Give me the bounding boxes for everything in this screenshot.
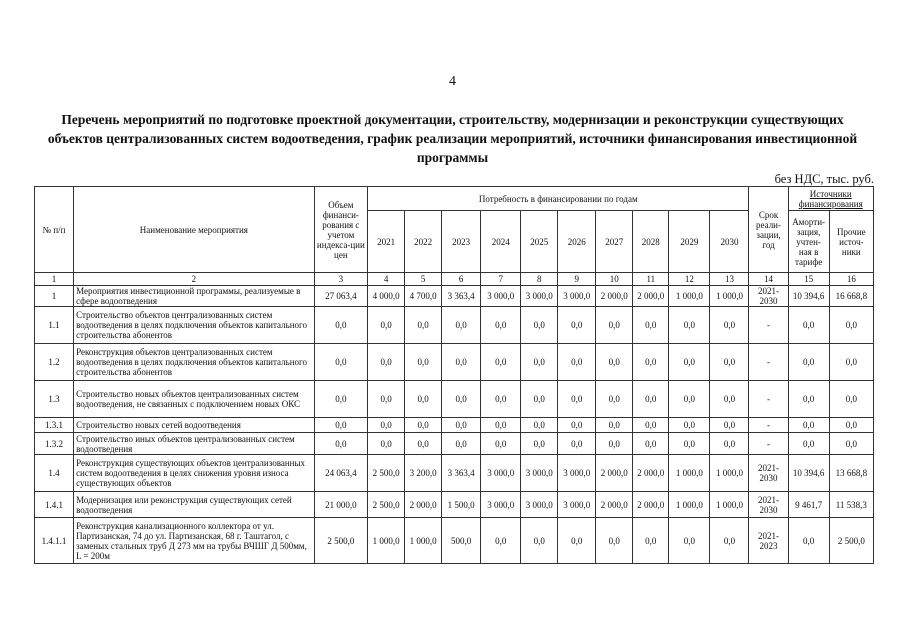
row-volume: 0,0 — [314, 381, 367, 418]
row-year-value: 3 000,0 — [521, 455, 558, 492]
row-term: - — [749, 307, 788, 344]
row-year-value: 0,0 — [558, 418, 596, 433]
row-volume: 27 063,4 — [314, 286, 367, 307]
row-year-value: 500,0 — [442, 518, 481, 564]
row-year-value: 0,0 — [669, 344, 710, 381]
column-number: 8 — [521, 273, 558, 286]
row-year-value: 0,0 — [442, 344, 481, 381]
row-number: 1.3.1 — [35, 418, 74, 433]
row-amortization: 0,0 — [788, 307, 829, 344]
column-number: 4 — [368, 273, 405, 286]
row-amortization: 0,0 — [788, 518, 829, 564]
units-note: без НДС, тыс. руб. — [774, 172, 874, 186]
row-other-sources: 0,0 — [829, 418, 873, 433]
column-number: 3 — [314, 273, 367, 286]
row-year-value: 0,0 — [368, 418, 405, 433]
row-year-value: 2 000,0 — [633, 455, 669, 492]
row-year-value: 0,0 — [669, 418, 710, 433]
header-sources: Источники финансирования — [788, 187, 873, 211]
row-year-value: 0,0 — [442, 433, 481, 455]
header-year: 2028 — [633, 211, 669, 273]
row-year-value: 3 000,0 — [558, 455, 596, 492]
row-year-value: 3 000,0 — [558, 286, 596, 307]
row-year-value: 2 500,0 — [368, 492, 405, 518]
header-year: 2029 — [669, 211, 710, 273]
row-year-value: 0,0 — [558, 344, 596, 381]
header-year: 2021 — [368, 211, 405, 273]
investment-table — [34, 186, 874, 564]
row-year-value: 0,0 — [710, 518, 749, 564]
table-row — [35, 518, 874, 564]
header-year: 2024 — [481, 211, 521, 273]
row-term: 2021-2030 — [749, 492, 788, 518]
row-number: 1.3 — [35, 381, 74, 418]
header-year: 2030 — [710, 211, 749, 273]
row-year-value: 1 000,0 — [669, 492, 710, 518]
row-year-value: 1 000,0 — [368, 518, 405, 564]
row-name: Строительство объектов централизованных систем водоотведения в целях подключения объектов капитального строительства абонентов — [74, 307, 315, 344]
header-amortization: Аморти-зация, учтен-ная в тарифе — [788, 211, 829, 273]
row-year-value: 0,0 — [521, 344, 558, 381]
row-year-value: 1 500,0 — [442, 492, 481, 518]
column-number: 9 — [558, 273, 596, 286]
row-year-value: 0,0 — [558, 381, 596, 418]
column-number: 1 — [35, 273, 74, 286]
row-year-value: 0,0 — [405, 418, 442, 433]
row-name: Строительство новых сетей водоотведения — [74, 418, 315, 433]
row-year-value: 0,0 — [558, 433, 596, 455]
column-number: 7 — [481, 273, 521, 286]
row-other-sources: 13 668,8 — [829, 455, 873, 492]
row-number: 1 — [35, 286, 74, 307]
row-number: 1.4.1 — [35, 492, 74, 518]
header-other-sources: Прочие источ-ники — [829, 211, 873, 273]
row-year-value: 0,0 — [633, 433, 669, 455]
row-year-value: 0,0 — [596, 518, 633, 564]
row-name: Мероприятия инвестиционной программы, реализуемые в сфере водоотведения — [74, 286, 315, 307]
row-year-value: 2 000,0 — [405, 492, 442, 518]
row-other-sources: 0,0 — [829, 433, 873, 455]
row-year-value: 0,0 — [596, 381, 633, 418]
row-year-value: 2 000,0 — [633, 286, 669, 307]
row-year-value: 2 000,0 — [633, 492, 669, 518]
row-term: 2021-2030 — [749, 455, 788, 492]
row-year-value: 0,0 — [481, 433, 521, 455]
header-year: 2027 — [596, 211, 633, 273]
row-number: 1.4.1.1 — [35, 518, 74, 564]
row-year-value: 0,0 — [710, 433, 749, 455]
row-year-value: 0,0 — [405, 307, 442, 344]
row-number: 1.3.2 — [35, 433, 74, 455]
header-num: № п/п — [35, 187, 74, 273]
header-volume: Объем финанси-рования с учетом индекса-ции цен — [314, 187, 367, 273]
row-number: 1.1 — [35, 307, 74, 344]
column-number: 14 — [749, 273, 788, 286]
row-year-value: 4 700,0 — [405, 286, 442, 307]
header-year: 2026 — [558, 211, 596, 273]
row-year-value: 0,0 — [368, 344, 405, 381]
table-row — [35, 381, 874, 418]
column-number: 2 — [74, 273, 315, 286]
row-year-value: 0,0 — [405, 433, 442, 455]
row-amortization: 0,0 — [788, 418, 829, 433]
row-amortization: 0,0 — [788, 381, 829, 418]
row-year-value: 3 000,0 — [521, 492, 558, 518]
row-volume: 0,0 — [314, 433, 367, 455]
row-year-value: 0,0 — [596, 307, 633, 344]
table-row — [35, 418, 874, 433]
document-title: Перечень мероприятий по подготовке проектной документации, строительству, модернизации и реконструкции существующих объектов централизованных систем водоотведения, график реализации мероприятий, источники финансирования инвестиционной программы — [47, 112, 858, 165]
row-year-value: 0,0 — [481, 418, 521, 433]
row-volume: 2 500,0 — [314, 518, 367, 564]
table-row — [35, 286, 874, 307]
row-year-value: 3 363,4 — [442, 455, 481, 492]
row-amortization: 10 394,6 — [788, 455, 829, 492]
row-year-value: 0,0 — [521, 518, 558, 564]
column-number: 6 — [442, 273, 481, 286]
row-number: 1.2 — [35, 344, 74, 381]
row-year-value: 3 000,0 — [481, 455, 521, 492]
column-number: 16 — [829, 273, 873, 286]
header-term: Срок реали-зации, год — [749, 187, 788, 273]
row-year-value: 1 000,0 — [669, 455, 710, 492]
row-term: - — [749, 381, 788, 418]
row-term: 2021-2023 — [749, 518, 788, 564]
table-row — [35, 307, 874, 344]
row-year-value: 0,0 — [368, 433, 405, 455]
column-number: 13 — [710, 273, 749, 286]
row-year-value: 0,0 — [442, 381, 481, 418]
row-year-value: 2 000,0 — [596, 455, 633, 492]
row-year-value: 0,0 — [521, 381, 558, 418]
row-year-value: 3 000,0 — [481, 492, 521, 518]
row-year-value: 0,0 — [521, 433, 558, 455]
row-year-value: 0,0 — [669, 433, 710, 455]
row-other-sources: 0,0 — [829, 381, 873, 418]
table-row — [35, 344, 874, 381]
row-term: - — [749, 433, 788, 455]
row-number: 1.4 — [35, 455, 74, 492]
row-year-value: 0,0 — [633, 418, 669, 433]
row-other-sources: 0,0 — [829, 307, 873, 344]
row-volume: 0,0 — [314, 418, 367, 433]
header-year: 2023 — [442, 211, 481, 273]
row-year-value: 0,0 — [710, 307, 749, 344]
row-year-value: 0,0 — [481, 381, 521, 418]
row-name: Реконструкция объектов централизованных систем водоотведения в целях подключения объектов капитального строительства абонентов — [74, 344, 315, 381]
row-year-value: 0,0 — [633, 381, 669, 418]
row-year-value: 1 000,0 — [710, 492, 749, 518]
row-year-value: 0,0 — [669, 307, 710, 344]
header-year: 2022 — [405, 211, 442, 273]
column-number: 5 — [405, 273, 442, 286]
row-name: Реконструкция канализационного коллектора от ул. Партизанская, 74 до ул. Партизанская, 68 г. Таштагол, с заменых стальных труб Д 273 мм на трубы ВЧШГ Д 500мм, L = 200м — [74, 518, 315, 564]
header-year: 2025 — [521, 211, 558, 273]
row-year-value: 1 000,0 — [710, 455, 749, 492]
row-year-value: 0,0 — [710, 381, 749, 418]
table-row — [35, 492, 874, 518]
row-year-value: 1 000,0 — [710, 286, 749, 307]
column-number: 15 — [788, 273, 829, 286]
row-volume: 24 063,4 — [314, 455, 367, 492]
row-year-value: 0,0 — [596, 418, 633, 433]
row-year-value: 0,0 — [442, 418, 481, 433]
row-name: Модернизация или реконструкция существующих сетей водоотведения — [74, 492, 315, 518]
row-term: 2021-2030 — [749, 286, 788, 307]
row-year-value: 0,0 — [558, 518, 596, 564]
row-year-value: 0,0 — [596, 433, 633, 455]
row-year-value: 0,0 — [405, 344, 442, 381]
row-amortization: 10 394,6 — [788, 286, 829, 307]
column-number: 10 — [596, 273, 633, 286]
row-year-value: 4 000,0 — [368, 286, 405, 307]
row-name: Строительство иных объектов централизованных систем водоотведения — [74, 433, 315, 455]
row-year-value: 3 200,0 — [405, 455, 442, 492]
row-other-sources: 16 668,8 — [829, 286, 873, 307]
row-year-value: 0,0 — [710, 344, 749, 381]
row-volume: 21 000,0 — [314, 492, 367, 518]
row-year-value: 0,0 — [710, 418, 749, 433]
row-year-value: 0,0 — [521, 307, 558, 344]
table-row — [35, 433, 874, 455]
row-year-value: 0,0 — [368, 381, 405, 418]
row-year-value: 0,0 — [368, 307, 405, 344]
row-year-value: 0,0 — [442, 307, 481, 344]
row-name: Строительство новых объектов централизованных систем водоотведения, не связанных с подключением новых ОКС — [74, 381, 315, 418]
header-name: Наименование мероприятия — [74, 187, 315, 273]
row-amortization: 0,0 — [788, 433, 829, 455]
row-year-value: 1 000,0 — [405, 518, 442, 564]
row-year-value: 0,0 — [521, 418, 558, 433]
row-year-value: 0,0 — [596, 344, 633, 381]
row-year-value: 1 000,0 — [669, 286, 710, 307]
row-year-value: 0,0 — [633, 518, 669, 564]
row-year-value: 2 500,0 — [368, 455, 405, 492]
row-year-value: 0,0 — [669, 381, 710, 418]
row-year-value: 0,0 — [405, 381, 442, 418]
row-volume: 0,0 — [314, 344, 367, 381]
page-number: 4 — [449, 74, 456, 89]
row-year-value: 3 000,0 — [481, 286, 521, 307]
row-year-value: 0,0 — [558, 307, 596, 344]
row-year-value: 0,0 — [481, 307, 521, 344]
row-term: - — [749, 418, 788, 433]
row-year-value: 0,0 — [633, 307, 669, 344]
row-year-value: 3 000,0 — [521, 286, 558, 307]
row-name: Реконструкция существующих объектов централизованных систем водоотведения в целях снижения уровня износа существующих объектов — [74, 455, 315, 492]
row-term: - — [749, 344, 788, 381]
row-other-sources: 2 500,0 — [829, 518, 873, 564]
header-need-by-years: Потребность в финансировании по годам — [368, 187, 749, 211]
row-year-value: 0,0 — [481, 518, 521, 564]
row-year-value: 3 000,0 — [558, 492, 596, 518]
row-volume: 0,0 — [314, 307, 367, 344]
row-other-sources: 0,0 — [829, 344, 873, 381]
row-year-value: 0,0 — [481, 344, 521, 381]
column-number: 12 — [669, 273, 710, 286]
table-row — [35, 455, 874, 492]
row-year-value: 0,0 — [669, 518, 710, 564]
row-year-value: 2 000,0 — [596, 492, 633, 518]
row-year-value: 0,0 — [633, 344, 669, 381]
row-year-value: 3 363,4 — [442, 286, 481, 307]
row-amortization: 9 461,7 — [788, 492, 829, 518]
row-other-sources: 11 538,3 — [829, 492, 873, 518]
row-amortization: 0,0 — [788, 344, 829, 381]
row-year-value: 2 000,0 — [596, 286, 633, 307]
column-number: 11 — [633, 273, 669, 286]
